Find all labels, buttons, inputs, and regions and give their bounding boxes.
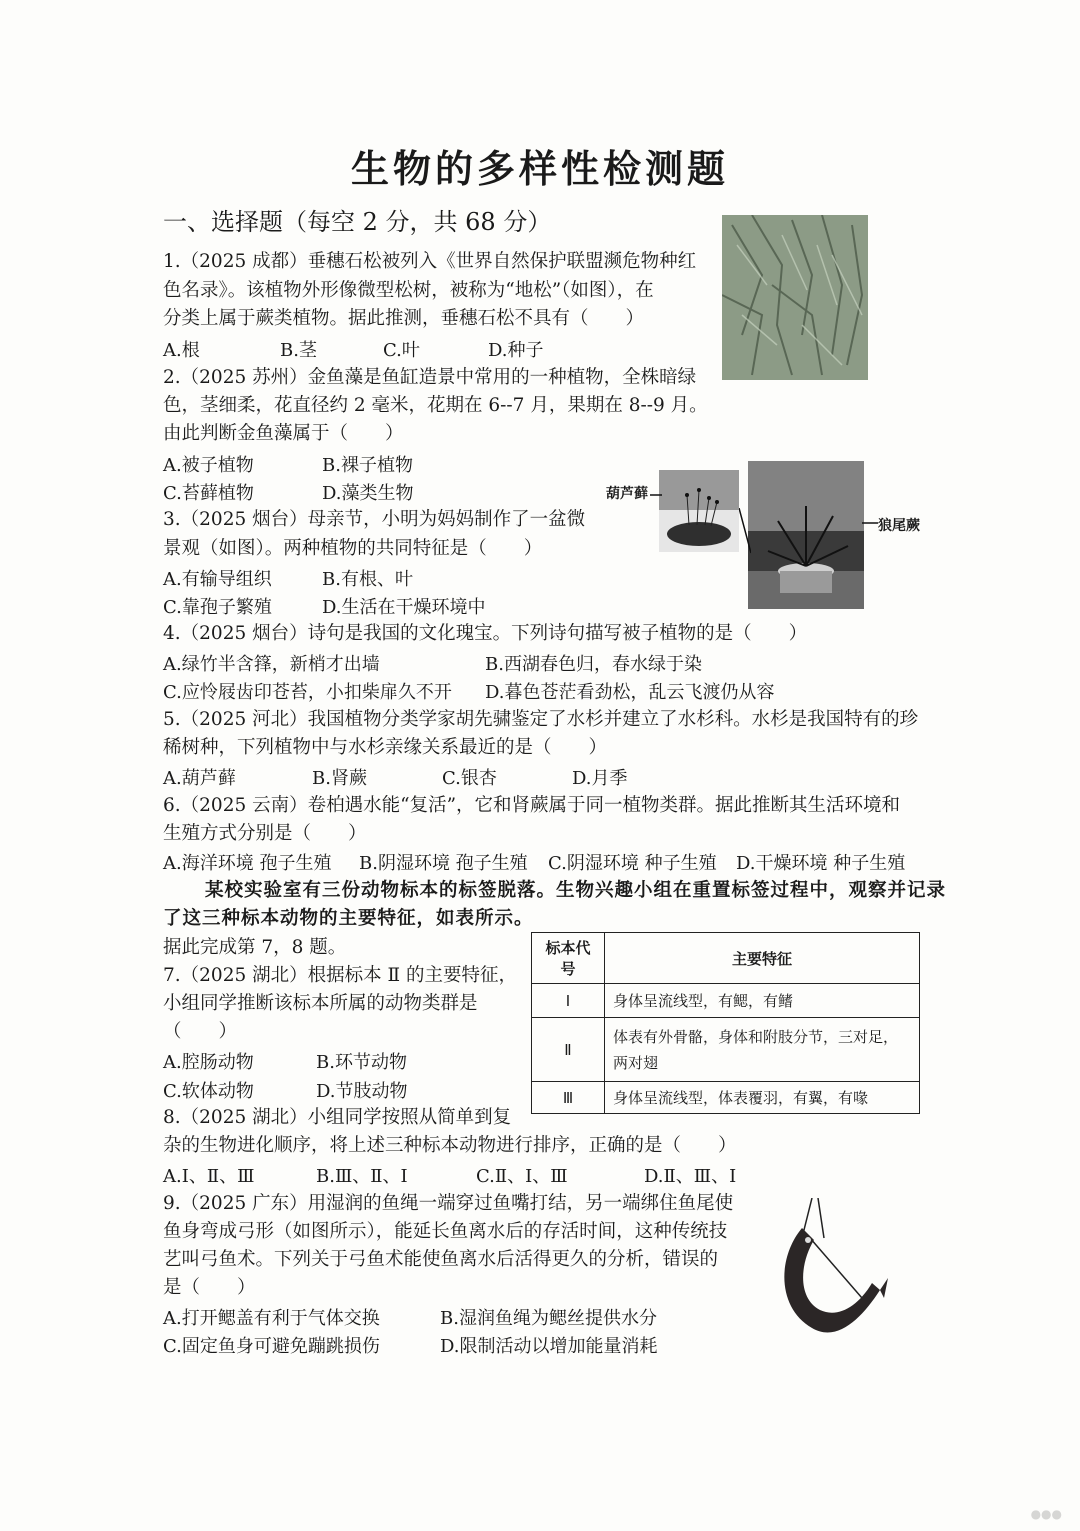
question-text: 4.（2025 烟台）诗句是我国的文化瑰宝。下列诗句描写被子植物的是（ ） — [163, 623, 808, 644]
option-c[interactable]: C.苔藓植物 — [163, 483, 254, 504]
question-text: 8.（2025 湖北）小组同学按照从简单到复 — [163, 1107, 512, 1128]
option-b[interactable]: B.湿润鱼绳为鳃丝提供水分 — [440, 1308, 657, 1329]
specimen-feature: 身体呈流线型，体表覆羽，有翼，有喙 — [605, 1082, 920, 1114]
question-text: 小组同学推断该标本所属的动物类群是 — [163, 993, 478, 1014]
question-text: 5.（2025 河北）我国植物分类学家胡先骕鉴定了水杉并建立了水杉科。水杉是我国特有的珍 — [163, 709, 919, 730]
option-a[interactable]: A.葫芦藓 — [163, 768, 236, 789]
option-b[interactable]: B.阴湿环境 孢子生殖 — [359, 853, 528, 874]
specimen-code: Ⅱ — [532, 1018, 605, 1082]
option-d[interactable]: D.生活在干燥环境中 — [322, 597, 486, 618]
question-text: 杂的生物进化顺序，将上述三种标本动物进行排序，正确的是（ ） — [163, 1135, 737, 1156]
option-a[interactable]: A.被子植物 — [163, 455, 254, 476]
question-text: 9.（2025 广东）用湿润的鱼绳一端穿过鱼嘴打结，另一端绑住鱼尾使 — [163, 1193, 734, 1214]
table-header-row — [532, 933, 920, 984]
option-c[interactable]: C.叶 — [383, 340, 420, 361]
question-text: 6.（2025 云南）卷柏遇水能“复活”，它和肾蕨属于同一植物类群。据此推断其生活环境和 — [163, 795, 901, 816]
question-text: （ ） — [163, 1021, 238, 1042]
table-header-code: 标本代号 — [532, 933, 605, 984]
question-text: 是（ ） — [163, 1277, 256, 1298]
option-a[interactable]: A.腔肠动物 — [163, 1052, 254, 1073]
option-a[interactable]: A.绿竹半含箨，新梢才出墙 — [163, 654, 380, 675]
question-text: 鱼身弯成弓形（如图所示），能延长鱼离水后的存活时间，这种传统技 — [163, 1221, 728, 1242]
option-c[interactable]: C.靠孢子繁殖 — [163, 597, 272, 618]
question-text: 2.（2025 苏州）金鱼藻是鱼缸造景中常用的一种植物，全株暗绿 — [163, 367, 697, 388]
option-a[interactable]: A.海洋环境 孢子生殖 — [163, 853, 332, 874]
moss-photo — [659, 470, 739, 552]
specimen-code: Ⅲ — [532, 1082, 605, 1114]
option-d[interactable]: D.限制活动以增加能量消耗 — [440, 1336, 658, 1357]
question-text: 稀树种，下列植物中与水杉亲缘关系最近的是（ ） — [163, 737, 608, 758]
intro-text: 据此完成第 7，8 题。 — [163, 937, 347, 958]
question-text: 3.（2025 烟台）母亲节，小明为妈妈制作了一盆微 — [163, 509, 586, 530]
option-c[interactable]: C.阴湿环境 种子生殖 — [548, 853, 717, 874]
intro-text: 某校实验室有三份动物标本的标签脱落。生物兴趣小组在重置标签过程中，观察并记录 — [205, 880, 947, 901]
option-b[interactable]: B.Ⅲ、Ⅱ、Ⅰ — [316, 1166, 408, 1187]
question-text: 1.（2025 成都）垂穗石松被列入《世界自然保护联盟濒危物种红 — [163, 251, 697, 272]
specimen-code: Ⅰ — [532, 984, 605, 1018]
question-text: 景观（如图）。两种植物的共同特征是（ ） — [163, 538, 543, 559]
question-text: 色名录》。该植物外形像微型松树，被称为“地松”（如图），在 — [163, 280, 654, 301]
option-c[interactable]: C.应怜屐齿印苍苔，小扣柴扉久不开 — [163, 682, 452, 703]
table-row — [532, 1018, 920, 1082]
specimen-feature: 身体呈流线型，有鳃，有鳍 — [605, 984, 920, 1018]
question-text: 色，茎细柔，花直径约 2 毫米，花期在 6--7 月，果期在 8--9 月。 — [163, 395, 708, 416]
option-d[interactable]: D.种子 — [488, 340, 544, 361]
watermark: ●●● — [1030, 1507, 1062, 1521]
specimen-feature: 体表有外骨骼，身体和附肢分节，三对足，两对翅 — [605, 1018, 920, 1082]
option-a[interactable]: A.根 — [163, 340, 200, 361]
table-row — [532, 984, 920, 1018]
question-text: 生殖方式分别是（ ） — [163, 823, 367, 844]
option-b[interactable]: B.环节动物 — [316, 1052, 407, 1073]
question-text: 分类上属于蕨类植物。据此推测，垂穗石松不具有（ ） — [163, 308, 645, 329]
option-a[interactable]: A.打开鳃盖有利于气体交换 — [163, 1308, 380, 1329]
option-b[interactable]: B.裸子植物 — [322, 455, 413, 476]
bow-fish-illustration — [762, 1198, 888, 1346]
pointer-line — [739, 508, 751, 558]
clubmoss-photo — [722, 215, 868, 380]
question-text: 由此判断金鱼藻属于（ ） — [163, 423, 404, 444]
intro-text: 了这三种标本动物的主要特征，如表所示。 — [163, 908, 534, 929]
table-row — [532, 1082, 920, 1114]
option-a[interactable]: A.Ⅰ、Ⅱ、Ⅲ — [163, 1166, 255, 1187]
question-text: 艺叫弓鱼术。下列关于弓鱼术能使鱼离水后活得更久的分析，错误的 — [163, 1249, 719, 1270]
option-a[interactable]: A.有输导组织 — [163, 569, 272, 590]
specimen-table — [531, 932, 920, 1114]
option-c[interactable]: C.软体动物 — [163, 1081, 254, 1102]
option-d[interactable]: D.Ⅱ、Ⅲ、Ⅰ — [644, 1166, 737, 1187]
option-b[interactable]: B.茎 — [280, 340, 317, 361]
option-d[interactable]: D.干燥环境 种子生殖 — [736, 853, 906, 874]
option-c[interactable]: C.固定鱼身可避免蹦跳损伤 — [163, 1336, 380, 1357]
question-text: 7.（2025 湖北）根据标本 Ⅱ 的主要特征， — [163, 965, 517, 986]
option-d[interactable]: D.节肢动物 — [316, 1081, 408, 1102]
pointer-line — [862, 520, 878, 526]
fern-photo — [748, 461, 864, 609]
table-header-feature: 主要特征 — [605, 933, 920, 984]
pointer-line — [650, 492, 662, 498]
option-b[interactable]: B.西湖春色归，春水绿于染 — [485, 654, 702, 675]
option-d[interactable]: D.藻类生物 — [322, 483, 414, 504]
option-d[interactable]: D.月季 — [572, 768, 628, 789]
option-c[interactable]: C.Ⅱ、Ⅰ、Ⅲ — [476, 1166, 568, 1187]
moss-label: 葫芦藓 — [606, 486, 648, 502]
section-heading: 一、选择题（每空 2 分，共 68 分） — [163, 208, 552, 236]
option-b[interactable]: B.肾蕨 — [312, 768, 367, 789]
option-c[interactable]: C.银杏 — [442, 768, 497, 789]
option-d[interactable]: D.暮色苍茫看劲松，乱云飞渡仍从容 — [485, 682, 775, 703]
fern-label: 狼尾蕨 — [878, 518, 920, 534]
page-title: 生物的多样性检测题 — [350, 146, 729, 191]
option-b[interactable]: B.有根、叶 — [322, 569, 413, 590]
